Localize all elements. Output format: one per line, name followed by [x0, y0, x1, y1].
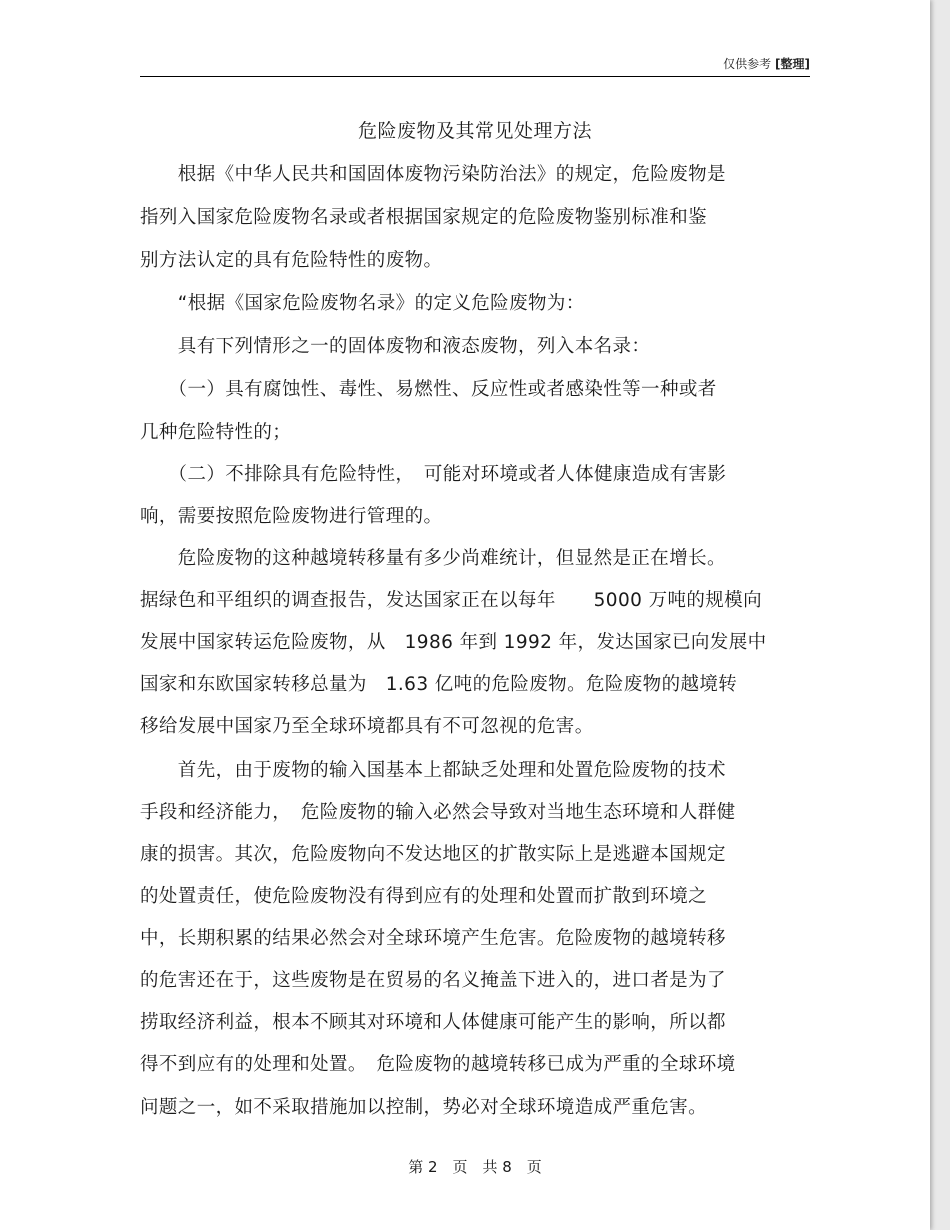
text-line: （一）具有腐蚀性、毒性、易燃性、反应性或者感染性等一种或者	[140, 379, 717, 400]
text-line: 首先，由于废物的输入国基本上都缺乏处理和处置危险废物的技术	[140, 760, 726, 781]
text-line: 别方法认定的具有危险特性的废物。	[140, 250, 443, 271]
text-line: 响，需要按照危险废物进行管理的。	[140, 506, 443, 527]
text-line: 发展中国家转运危险废物，从 1986 年到 1992 年，发达国家已向发展中	[140, 632, 767, 653]
text-line: 康的损害。其次，危险废物向不发达地区的扩散实际上是逃避本国规定	[140, 844, 726, 865]
text-line: 指列入国家危险废物名录或者根据国家规定的危险废物鉴别标准和鉴	[140, 207, 708, 228]
text-line: 的危害还在于，这些废物是在贸易的名义掩盖下进入的，进口者是为了	[140, 970, 726, 991]
text-line: “根据《国家危险废物名录》的定义危险废物为：	[140, 293, 585, 314]
text-line: 国家和东欧国家转移总量为 1.63 亿吨的危险废物。危险废物的越境转	[140, 674, 738, 695]
header-note: 仅供参考	[723, 57, 772, 71]
text-line: （二）不排除具有危险特性， 可能对环境或者人体健康造成有害影	[140, 464, 727, 485]
text-line: 得不到应有的处理和处置。 危险废物的越境转移已成为严重的全球环境	[140, 1054, 736, 1075]
text-line: 几种危险特性的；	[140, 422, 292, 443]
text-line: 危险废物的这种越境转移量有多少尚难统计，但显然是正在增长。	[140, 548, 726, 569]
text-line: 捞取经济利益，根本不顾其对环境和人体健康可能产生的影响，所以都	[140, 1012, 726, 1033]
header-rule	[140, 76, 810, 77]
page-header	[140, 55, 810, 72]
text-line: 根据《中华人民共和国固体废物污染防治法》的规定，危险废物是	[140, 164, 726, 185]
text-line: 问题之一，如不采取措施加以控制，势必对全球环境造成严重危害。	[140, 1097, 708, 1118]
text-line: 中，长期积累的结果必然会对全球环境产生危害。危险废物的越境转移	[140, 928, 726, 949]
document-title: 危险废物及其常见处理方法	[357, 120, 592, 142]
header-tag: [整理]	[775, 57, 810, 71]
text-line: 据绿色和平组织的调查报告，发达国家正在以每年 5000 万吨的规模向	[140, 590, 762, 611]
text-line: 具有下列情形之一的固体废物和液态废物，列入本名录：	[140, 336, 651, 357]
text-line: 手段和经济能力， 危险废物的输入必然会导致对当地生态环境和人群健	[140, 802, 736, 823]
page-number: 第 2 页 共 8 页	[408, 1158, 542, 1176]
text-line: 的处置责任，使危险废物没有得到应有的处理和处置而扩散到环境之	[140, 886, 708, 907]
text-line: 移给发展中国家乃至全球环境都具有不可忽视的危害。	[140, 716, 594, 737]
